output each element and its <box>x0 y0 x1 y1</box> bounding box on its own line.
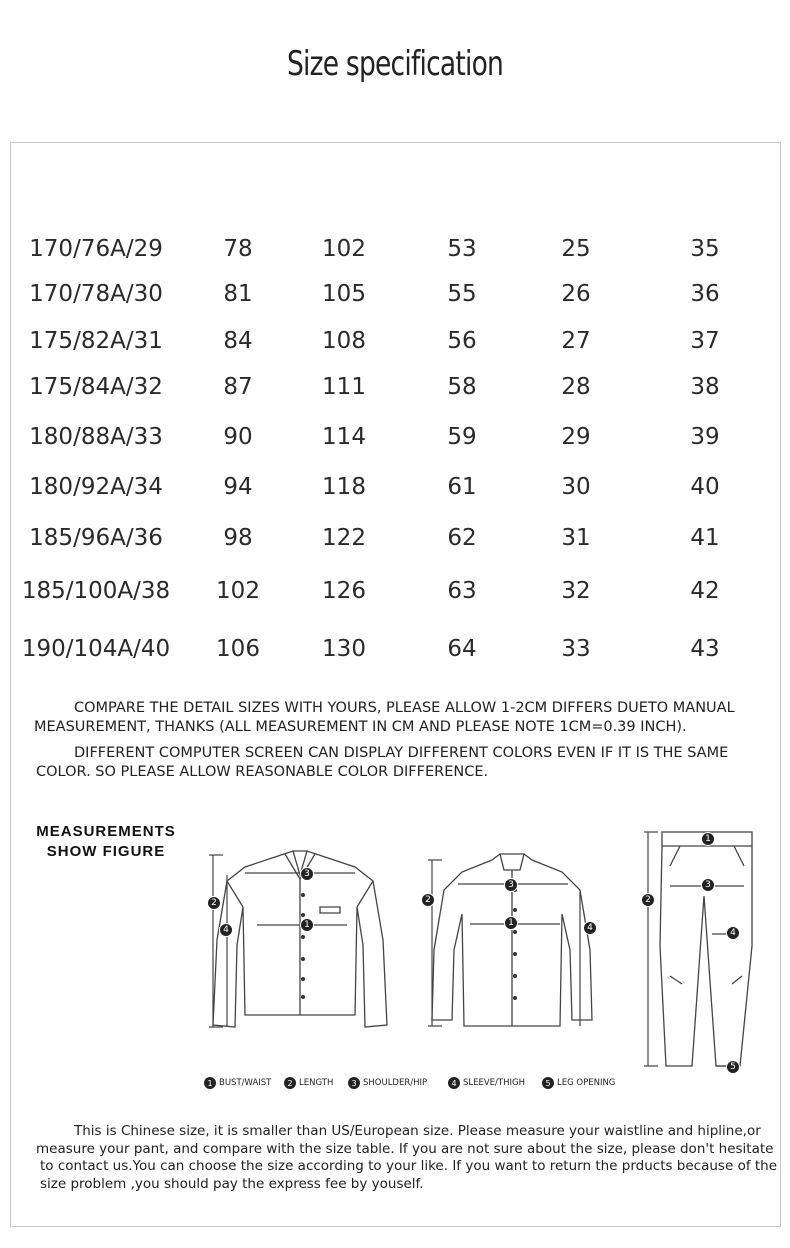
table-cell-col-5: 32 <box>561 578 591 604</box>
measurement-legend <box>0 1077 790 1093</box>
table-cell-col-4: 53 <box>447 236 477 262</box>
measurement-marker: 4 <box>726 926 740 940</box>
table-cell-col-4: 64 <box>447 636 477 662</box>
table-row <box>0 578 790 618</box>
table-cell-size-code: 185/100A/38 <box>21 578 171 604</box>
table-cell-size-code: 190/104A/40 <box>21 636 171 662</box>
measurement-marker: 2 <box>207 896 221 910</box>
table-cell-col-3: 130 <box>322 636 366 662</box>
legend-item-shoulder-hip <box>348 1077 427 1089</box>
table-row <box>0 525 790 565</box>
legend-label: LENGTH <box>299 1078 334 1088</box>
table-cell-col-5: 27 <box>561 328 591 354</box>
table-cell-col-4: 63 <box>447 578 477 604</box>
table-cell-col-5: 30 <box>561 474 591 500</box>
legend-number: 1 <box>204 1077 216 1089</box>
legend-item-leg-opening <box>542 1077 615 1089</box>
table-cell-col-5: 25 <box>561 236 591 262</box>
table-cell-col-4: 56 <box>447 328 477 354</box>
table-cell-col-3: 122 <box>322 525 366 551</box>
table-cell-col-2: 87 <box>223 374 253 400</box>
legend-number: 2 <box>284 1077 296 1089</box>
table-cell-col-3: 105 <box>322 281 366 307</box>
table-cell-col-4: 62 <box>447 525 477 551</box>
table-cell-size-code: 175/84A/32 <box>29 374 163 400</box>
table-row <box>0 374 790 414</box>
disclaimer-line-2: measure your pant, and compare with the size table. If you are not sure about the size, please don't hesitate <box>36 1140 774 1157</box>
table-cell-col-3: 111 <box>322 374 366 400</box>
measurement-marker: 1 <box>300 918 314 932</box>
table-cell-col-3: 102 <box>322 236 366 262</box>
measurement-marker: 1 <box>504 916 518 930</box>
table-cell-col-4: 55 <box>447 281 477 307</box>
table-cell-col-5: 31 <box>561 525 591 551</box>
table-cell-col-2: 84 <box>223 328 253 354</box>
measurement-marker: 1 <box>701 832 715 846</box>
table-cell-size-code: 175/82A/31 <box>29 328 163 354</box>
size-disclaimer <box>36 1123 786 1193</box>
disclaimer-line-1: This is Chinese size, it is smaller than US/European size. Please measure your waistline and hipline,or <box>74 1123 761 1139</box>
table-cell-col-2: 94 <box>223 474 253 500</box>
measurements-title <box>28 822 184 862</box>
table-cell-col-6: 43 <box>690 636 720 662</box>
table-cell-col-4: 59 <box>447 424 477 450</box>
measurement-marker: 3 <box>504 878 518 892</box>
table-cell-size-code: 170/76A/29 <box>29 236 163 262</box>
note-line-2: MEASUREMENT, THANKS (ALL MEASUREMENT IN CM AND PLEASE NOTE 1CM=0.39 INCH). <box>34 719 687 735</box>
table-cell-col-2: 102 <box>216 578 260 604</box>
disclaimer-line-3: to contact us.You can choose the size according to your like. If you want to return the prducts because of the <box>40 1158 778 1174</box>
note-line-1: COMPARE THE DETAIL SIZES WITH YOURS, PLEASE ALLOW 1-2CM DIFFERS DUETO MANUAL <box>74 700 735 716</box>
table-cell-col-2: 90 <box>223 424 253 450</box>
measurements-title-line-2: SHOW FIGURE <box>46 843 166 860</box>
measurement-marker: 2 <box>641 893 655 907</box>
measurement-marker: 3 <box>701 878 715 892</box>
legend-label: SHOULDER/HIP <box>363 1078 428 1088</box>
legend-item-bust-waist <box>204 1077 271 1089</box>
table-row <box>0 328 790 368</box>
note-line-4: COLOR. SO PLEASE ALLOW REASONABLE COLOR DIFFERENCE. <box>36 764 489 780</box>
legend-item-length <box>284 1077 333 1089</box>
legend-item-sleeve-thigh <box>448 1077 525 1089</box>
note-line-3: DIFFERENT COMPUTER SCREEN CAN DISPLAY DIFFERENT COLORS EVEN IF IT IS THE SAME <box>74 745 729 761</box>
disclaimer-line-4: size problem ,you should pay the express fee by youself. <box>40 1175 424 1192</box>
table-cell-col-2: 106 <box>216 636 260 662</box>
legend-number: 3 <box>348 1077 360 1089</box>
table-cell-col-5: 33 <box>561 636 591 662</box>
page-title: Size specification <box>286 44 504 84</box>
measurement-marker: 4 <box>583 921 597 935</box>
measurement-marker: 3 <box>300 867 314 881</box>
table-cell-col-6: 39 <box>690 424 720 450</box>
table-row <box>0 424 790 464</box>
measurement-marker: 2 <box>421 893 435 907</box>
legend-number: 4 <box>448 1077 460 1089</box>
measurements-title-line-1: MEASUREMENTS <box>36 823 176 840</box>
table-cell-col-6: 41 <box>690 525 720 551</box>
table-cell-col-6: 37 <box>690 328 720 354</box>
jacket-figure <box>422 850 602 1030</box>
table-cell-col-6: 42 <box>690 578 720 604</box>
table-cell-size-code: 180/92A/34 <box>29 474 163 500</box>
table-row <box>0 636 790 676</box>
table-cell-col-6: 40 <box>690 474 720 500</box>
table-cell-col-3: 118 <box>322 474 366 500</box>
table-cell-col-2: 78 <box>223 236 253 262</box>
table-cell-size-code: 180/88A/33 <box>29 424 163 450</box>
table-cell-col-6: 35 <box>690 236 720 262</box>
measurement-marker: 5 <box>726 1060 740 1074</box>
table-cell-size-code: 185/96A/36 <box>29 525 163 551</box>
table-cell-col-2: 81 <box>223 281 253 307</box>
legend-number: 5 <box>542 1077 554 1089</box>
table-cell-col-3: 126 <box>322 578 366 604</box>
table-cell-col-2: 98 <box>223 525 253 551</box>
table-cell-col-4: 61 <box>447 474 477 500</box>
legend-label: LEG OPENING <box>557 1078 616 1088</box>
table-cell-col-5: 26 <box>561 281 591 307</box>
table-cell-col-6: 38 <box>690 374 720 400</box>
pants-figure <box>640 826 770 1076</box>
legend-label: SLEEVE/THIGH <box>463 1078 525 1088</box>
table-cell-col-5: 29 <box>561 424 591 450</box>
table-cell-col-4: 58 <box>447 374 477 400</box>
table-cell-col-5: 28 <box>561 374 591 400</box>
table-cell-col-3: 114 <box>322 424 366 450</box>
legend-label: BUST/WAIST <box>219 1078 272 1088</box>
table-row <box>0 236 790 276</box>
table-cell-size-code: 170/78A/30 <box>29 281 163 307</box>
table-cell-col-6: 36 <box>690 281 720 307</box>
table-row <box>0 281 790 321</box>
measurement-marker: 4 <box>219 923 233 937</box>
table-row <box>0 474 790 514</box>
table-cell-col-3: 108 <box>322 328 366 354</box>
